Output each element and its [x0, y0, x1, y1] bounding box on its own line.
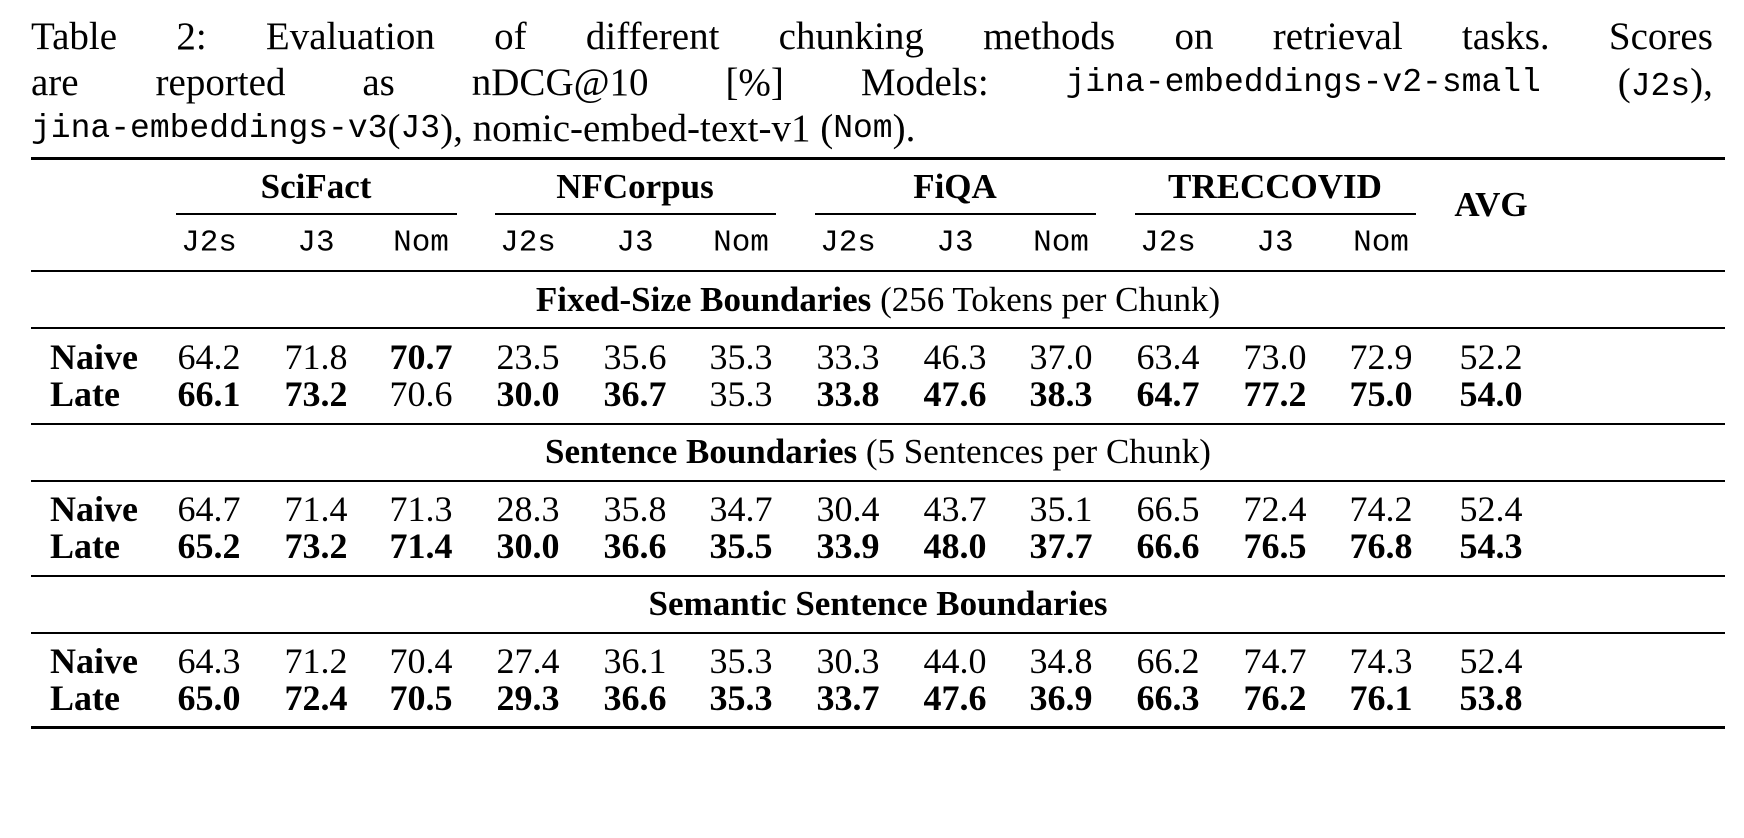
score-cell: 72.4: [284, 678, 348, 718]
caption-word: [%]: [725, 61, 784, 104]
section-rule: [31, 423, 1725, 425]
section-rule: [31, 632, 1725, 634]
subheader-model: J2s: [181, 225, 237, 261]
score-cell: 30.0: [496, 374, 560, 414]
paren: (: [387, 107, 401, 150]
score-cell: 64.2: [177, 337, 241, 377]
section-title-bold: Semantic Sentence Boundaries: [648, 584, 1108, 623]
row-label: Late: [50, 374, 120, 414]
section-rule: [31, 575, 1725, 577]
caption-word: Scores: [1608, 15, 1713, 58]
score-cell: 36.6: [603, 678, 667, 718]
caption-line-1: [31, 14, 1713, 60]
score-cell: 47.6: [923, 678, 987, 718]
score-cell: 37.7: [1029, 526, 1093, 566]
caption-word: as: [362, 61, 395, 104]
section-title: [545, 432, 1211, 472]
score-cell: 72.9: [1349, 337, 1413, 377]
paren: ),: [440, 107, 463, 150]
caption-word: chunking: [778, 15, 924, 58]
score-cell: 76.8: [1349, 526, 1413, 566]
score-cell: 33.9: [816, 526, 880, 566]
score-cell: 71.2: [284, 641, 348, 681]
header-treccovid: TRECCOVID: [1168, 167, 1382, 206]
subheader-model: J2s: [500, 225, 556, 261]
score-cell: 70.5: [389, 678, 453, 718]
section-title-detail: (256 Tokens per Chunk): [871, 280, 1221, 319]
caption-word: Models:: [860, 61, 989, 104]
subheader-model: Nom: [1353, 225, 1409, 261]
subheader-model: Nom: [1033, 225, 1089, 261]
subheader-model: J3: [936, 225, 974, 261]
caption-word: retrieval: [1272, 15, 1403, 58]
abbr: J3: [400, 110, 441, 147]
abbr: J2s: [1630, 68, 1691, 105]
score-cell: 74.3: [1349, 641, 1413, 681]
score-cell: 77.2: [1243, 374, 1307, 414]
score-cell: 35.3: [709, 374, 773, 414]
score-cell: 37.0: [1029, 337, 1093, 377]
score-cell: 72.4: [1243, 489, 1307, 529]
abbr: Nom: [833, 110, 893, 147]
score-cell: 27.4: [496, 641, 560, 681]
score-cell: 36.1: [603, 641, 667, 681]
score-cell: 66.6: [1136, 526, 1200, 566]
header-bottom-rule: [31, 270, 1725, 272]
score-cell: 29.3: [496, 678, 560, 718]
score-cell: 44.0: [923, 641, 987, 681]
section-title: [536, 280, 1220, 320]
score-cell: 75.0: [1349, 374, 1413, 414]
score-cell: 30.0: [496, 526, 560, 566]
score-cell: 64.3: [177, 641, 241, 681]
score-cell: 73.2: [284, 374, 348, 414]
score-cell: 33.8: [816, 374, 880, 414]
section-title-detail: (5 Sentences per Chunk): [857, 432, 1211, 471]
score-cell: 63.4: [1136, 337, 1200, 377]
score-cell: 48.0: [923, 526, 987, 566]
table-bottom-rule: [31, 726, 1725, 729]
score-cell: 66.3: [1136, 678, 1200, 718]
caption-word: reported: [155, 61, 286, 104]
caption-word: different: [585, 15, 720, 58]
score-cell: 36.9: [1029, 678, 1093, 718]
score-cell: 73.2: [284, 526, 348, 566]
paren: ).: [892, 107, 916, 150]
header-scifact: SciFact: [260, 167, 372, 206]
section-rule: [31, 480, 1725, 482]
group-rule-nfcorpus: [495, 213, 776, 215]
subheader-model: J2s: [1140, 225, 1196, 261]
subheader-model: J2s: [820, 225, 876, 261]
score-cell: 64.7: [1136, 374, 1200, 414]
score-cell: 35.3: [709, 337, 773, 377]
score-cell: 70.4: [389, 641, 453, 681]
avg-cell: 52.4: [1459, 489, 1523, 529]
score-cell: 70.7: [389, 337, 453, 377]
group-rule-fiqa: [815, 213, 1096, 215]
score-cell: 34.8: [1029, 641, 1093, 681]
score-cell: 74.7: [1243, 641, 1307, 681]
score-cell: 66.1: [177, 374, 241, 414]
caption-word: Evaluation: [265, 15, 435, 58]
avg-cell: 53.8: [1459, 678, 1523, 718]
score-cell: 71.8: [284, 337, 348, 377]
group-rule-scifact: [176, 213, 457, 215]
subheader-model: J3: [1256, 225, 1294, 261]
score-cell: 76.2: [1243, 678, 1307, 718]
group-rule-treccovid: [1135, 213, 1416, 215]
section-title-bold: Sentence Boundaries: [545, 432, 858, 471]
row-label: Naive: [50, 337, 138, 377]
caption-abbr-j2s: [1618, 60, 1713, 106]
subheader-model: J3: [297, 225, 335, 261]
model-name-nom: nomic-embed-text-v1 (: [462, 107, 834, 150]
score-cell: 35.3: [709, 641, 773, 681]
score-cell: 47.6: [923, 374, 987, 414]
score-cell: 35.3: [709, 678, 773, 718]
header-fiqa: FiQA: [913, 167, 997, 206]
score-cell: 71.3: [389, 489, 453, 529]
score-cell: 38.3: [1029, 374, 1093, 414]
score-cell: 71.4: [389, 526, 453, 566]
score-cell: 70.6: [389, 374, 453, 414]
subheader-model: Nom: [393, 225, 449, 261]
score-cell: 71.4: [284, 489, 348, 529]
caption-word: on: [1174, 15, 1214, 58]
caption-line-2: [31, 60, 1713, 106]
score-cell: 64.7: [177, 489, 241, 529]
score-cell: 66.2: [1136, 641, 1200, 681]
section-title-bold: Fixed-Size Boundaries: [535, 280, 872, 319]
score-cell: 28.3: [496, 489, 560, 529]
row-label: Late: [50, 526, 120, 566]
caption-word: of: [494, 15, 527, 58]
avg-cell: 52.2: [1459, 337, 1523, 377]
score-cell: 30.3: [816, 641, 880, 681]
subheader-model: Nom: [713, 225, 769, 261]
score-cell: 46.3: [923, 337, 987, 377]
score-cell: 36.6: [603, 526, 667, 566]
score-cell: 35.5: [709, 526, 773, 566]
score-cell: 66.5: [1136, 489, 1200, 529]
score-cell: 43.7: [923, 489, 987, 529]
caption-line-3: [31, 106, 1713, 152]
row-label: Late: [50, 678, 120, 718]
avg-cell: 54.0: [1459, 374, 1523, 414]
score-cell: 33.3: [816, 337, 880, 377]
row-label: Naive: [50, 489, 138, 529]
score-cell: 35.6: [603, 337, 667, 377]
score-cell: 34.7: [709, 489, 773, 529]
caption-word: 2:: [176, 15, 207, 58]
model-name-j2s: jina-embeddings-v2-small: [1065, 64, 1541, 101]
avg-cell: 54.3: [1459, 526, 1523, 566]
score-cell: 35.8: [603, 489, 667, 529]
table-top-rule: [31, 157, 1725, 160]
subheader-model: J3: [616, 225, 654, 261]
section-rule: [31, 327, 1725, 329]
header-nfcorpus: NFCorpus: [556, 167, 714, 206]
avg-cell: 52.4: [1459, 641, 1523, 681]
score-cell: 65.2: [177, 526, 241, 566]
paren: (: [1617, 61, 1631, 104]
caption-word: tasks.: [1461, 15, 1550, 58]
header-avg: AVG: [1454, 185, 1528, 224]
score-cell: 74.2: [1349, 489, 1413, 529]
table-caption: [31, 14, 1713, 152]
row-label: Naive: [50, 641, 138, 681]
section-title: [649, 584, 1108, 624]
model-name-j3: jina-embeddings-v3: [31, 110, 388, 147]
score-cell: 76.5: [1243, 526, 1307, 566]
paren: ),: [1690, 61, 1713, 104]
caption-word: are: [31, 61, 79, 104]
score-cell: 36.7: [603, 374, 667, 414]
score-cell: 73.0: [1243, 337, 1307, 377]
score-cell: 76.1: [1349, 678, 1413, 718]
score-cell: 23.5: [496, 337, 560, 377]
score-cell: 65.0: [177, 678, 241, 718]
score-cell: 30.4: [816, 489, 880, 529]
score-cell: 35.1: [1029, 489, 1093, 529]
score-cell: 33.7: [816, 678, 880, 718]
caption-word: methods: [983, 15, 1116, 58]
caption-word: Table: [31, 15, 118, 58]
caption-word: nDCG@10: [471, 61, 649, 104]
